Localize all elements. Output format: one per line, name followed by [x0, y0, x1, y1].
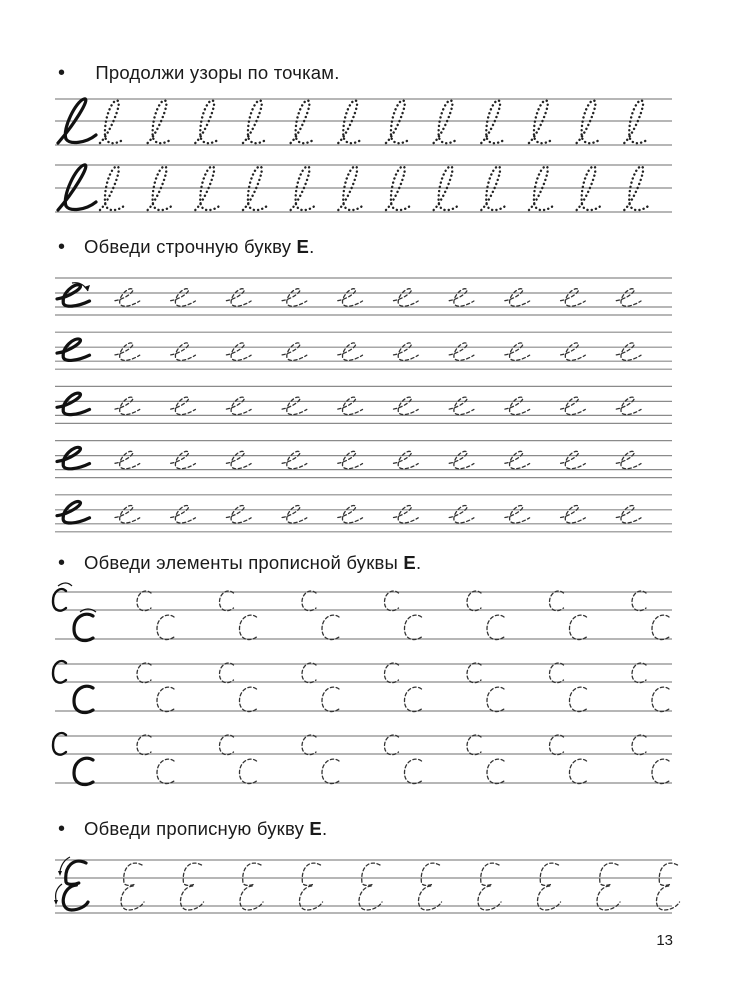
bullet: •: [58, 552, 66, 574]
lowercase-e-trace[interactable]: [449, 451, 474, 468]
lowercase-e-trace[interactable]: [282, 451, 307, 468]
element-small-c-trace[interactable]: [220, 735, 234, 755]
lowercase-e-trace[interactable]: [449, 397, 474, 414]
lowercase-e-trace[interactable]: [616, 397, 641, 414]
lowercase-e-trace[interactable]: [561, 506, 586, 523]
lowercase-e-trace[interactable]: [616, 506, 641, 523]
uppercase-e-trace[interactable]: [180, 863, 203, 910]
pattern-dotted-loop[interactable]: [338, 100, 362, 143]
element-small-c-trace[interactable]: [385, 735, 399, 755]
instruction-suffix: .: [415, 552, 422, 573]
uppercase-e-trace[interactable]: [299, 863, 322, 910]
element-small-c-trace[interactable]: [302, 663, 316, 683]
element-large-c-trace[interactable]: [240, 615, 257, 639]
instruction-text: Обведи строчную букву: [84, 236, 297, 257]
lowercase-e-trace[interactable]: [338, 451, 363, 468]
lowercase-e-trace[interactable]: [561, 343, 586, 360]
lowercase-e-trace[interactable]: [171, 343, 196, 360]
lowercase-e-trace[interactable]: [505, 506, 530, 523]
element-small-c-trace[interactable]: [467, 663, 481, 683]
lowercase-e-trace[interactable]: [171, 451, 196, 468]
element-small-c-trace[interactable]: [302, 735, 316, 755]
lowercase-e-sample: [57, 393, 90, 414]
element-small-c-trace[interactable]: [137, 735, 151, 755]
arrowhead-icon: [58, 871, 62, 876]
element-large-c-trace[interactable]: [240, 759, 257, 783]
instruction-letter: Е: [296, 236, 310, 257]
lowercase-e-trace[interactable]: [394, 451, 419, 468]
element-large-c-trace[interactable]: [240, 687, 257, 711]
lowercase-e-trace[interactable]: [115, 506, 140, 523]
element-large-c-trace[interactable]: [570, 687, 587, 711]
element-large-c-trace[interactable]: [157, 615, 174, 639]
lowercase-e-trace[interactable]: [449, 506, 474, 523]
element-small-c-trace[interactable]: [137, 663, 151, 683]
stroke-arrow-icon: [58, 583, 72, 586]
lowercase-e-trace[interactable]: [561, 289, 586, 306]
lowercase-e-trace[interactable]: [616, 451, 641, 468]
instruction-text: Обведи прописную букву: [84, 818, 310, 839]
lowercase-e-trace[interactable]: [394, 397, 419, 414]
lowercase-e-trace[interactable]: [616, 289, 641, 306]
element-large-c-trace[interactable]: [487, 615, 504, 639]
ruling-lines: [55, 99, 672, 913]
lowercase-e-trace[interactable]: [394, 289, 419, 306]
page-number: 13: [656, 932, 673, 949]
element-large-c-trace[interactable]: [652, 759, 669, 783]
element-small-c-trace[interactable]: [385, 663, 399, 683]
element-small-c-trace[interactable]: [550, 663, 564, 683]
element-small-c-trace[interactable]: [137, 591, 151, 611]
lowercase-e-trace[interactable]: [226, 506, 251, 523]
lowercase-e-trace[interactable]: [505, 343, 530, 360]
uppercase-e-trace[interactable]: [597, 863, 620, 910]
lowercase-exercise: [57, 283, 641, 523]
instruction-letter: Е: [403, 552, 416, 573]
bullet: •: [58, 818, 66, 840]
element-small-c-trace[interactable]: [302, 591, 316, 611]
lowercase-e-trace[interactable]: [115, 289, 140, 306]
stroke-arrow-icon: [56, 884, 62, 900]
element-large-c-trace[interactable]: [570, 615, 587, 639]
element-large-c-trace[interactable]: [652, 615, 669, 639]
element-large-c-sample: [74, 614, 93, 640]
element-large-c-sample: [74, 686, 93, 712]
bullet: •: [58, 236, 66, 258]
element-small-c-trace[interactable]: [550, 735, 564, 755]
pattern-dotted-loop[interactable]: [481, 100, 505, 143]
instruction-letter: Е: [309, 818, 322, 839]
lowercase-e-sample: [57, 339, 90, 360]
lowercase-e-trace[interactable]: [505, 451, 530, 468]
element-large-c-trace[interactable]: [570, 759, 587, 783]
lowercase-e-trace[interactable]: [449, 343, 474, 360]
pattern-dotted-loop[interactable]: [529, 100, 553, 143]
element-small-c-trace[interactable]: [632, 591, 646, 611]
lowercase-e-trace[interactable]: [616, 343, 641, 360]
lowercase-e-sample: [57, 285, 90, 306]
instruction-text: Обведи элементы прописной буквы: [84, 552, 404, 573]
lowercase-e-trace[interactable]: [282, 343, 307, 360]
element-large-c-trace[interactable]: [487, 687, 504, 711]
lowercase-e-trace[interactable]: [282, 506, 307, 523]
pattern-dotted-loop[interactable]: [195, 100, 219, 143]
lowercase-e-sample: [57, 502, 90, 523]
lowercase-e-sample: [57, 447, 90, 468]
element-large-c-trace[interactable]: [405, 615, 422, 639]
lowercase-e-trace[interactable]: [115, 343, 140, 360]
lowercase-e-trace[interactable]: [394, 506, 419, 523]
element-large-c-trace[interactable]: [487, 759, 504, 783]
uppercase-e-sample: [63, 861, 88, 910]
pattern-dotted-loop[interactable]: [434, 100, 458, 143]
lowercase-e-trace[interactable]: [394, 343, 419, 360]
instruction-suffix: .: [309, 236, 315, 257]
uppercase-e-trace[interactable]: [537, 863, 560, 910]
pattern-dotted-loop[interactable]: [386, 100, 410, 143]
lowercase-e-trace[interactable]: [226, 397, 251, 414]
element-large-c-trace[interactable]: [405, 759, 422, 783]
lowercase-e-trace[interactable]: [338, 506, 363, 523]
pattern-dotted-loop[interactable]: [291, 100, 315, 143]
lowercase-e-trace[interactable]: [338, 397, 363, 414]
element-small-c-trace[interactable]: [220, 663, 234, 683]
lowercase-e-trace[interactable]: [226, 343, 251, 360]
lowercase-e-trace[interactable]: [338, 343, 363, 360]
pattern-dotted-loop[interactable]: [624, 100, 648, 143]
element-small-c-trace[interactable]: [467, 735, 481, 755]
lowercase-e-trace[interactable]: [115, 397, 140, 414]
pattern-dotted-loop[interactable]: [148, 100, 172, 143]
pattern-dotted-loop[interactable]: [100, 100, 124, 143]
uppercase-e-trace[interactable]: [121, 863, 144, 910]
instruction-text: Продолжи узоры по точкам.: [95, 62, 340, 83]
lowercase-e-trace[interactable]: [561, 397, 586, 414]
element-small-c-trace[interactable]: [550, 591, 564, 611]
lowercase-e-trace[interactable]: [505, 397, 530, 414]
element-large-c-sample: [74, 758, 93, 784]
lowercase-e-trace[interactable]: [226, 451, 251, 468]
uppercase-e-trace[interactable]: [478, 863, 501, 910]
uppercase-exercise: [54, 857, 680, 910]
instruction-suffix: .: [321, 818, 328, 839]
pattern-exercise: [58, 99, 648, 210]
lowercase-e-trace[interactable]: [171, 289, 196, 306]
element-small-c-trace[interactable]: [385, 591, 399, 611]
uppercase-e-trace[interactable]: [240, 863, 263, 910]
lowercase-e-trace[interactable]: [338, 289, 363, 306]
pattern-dotted-loop[interactable]: [243, 100, 267, 143]
lowercase-e-trace[interactable]: [226, 289, 251, 306]
lowercase-e-trace[interactable]: [449, 289, 474, 306]
element-large-c-trace[interactable]: [322, 687, 339, 711]
lowercase-e-trace[interactable]: [282, 397, 307, 414]
element-large-c-trace[interactable]: [157, 687, 174, 711]
uppercase-e-trace[interactable]: [359, 863, 382, 910]
element-small-c-trace[interactable]: [467, 591, 481, 611]
bullet: •: [58, 62, 66, 84]
element-large-c-trace[interactable]: [322, 759, 339, 783]
arrowhead-icon: [54, 900, 58, 905]
element-large-c-trace[interactable]: [405, 687, 422, 711]
lowercase-e-trace[interactable]: [561, 451, 586, 468]
lowercase-e-trace[interactable]: [505, 289, 530, 306]
element-large-c-trace[interactable]: [322, 615, 339, 639]
pattern-dotted-loop[interactable]: [577, 100, 601, 143]
element-small-c-trace[interactable]: [632, 735, 646, 755]
lowercase-e-trace[interactable]: [171, 397, 196, 414]
element-large-c-trace[interactable]: [157, 759, 174, 783]
element-large-c-trace[interactable]: [652, 687, 669, 711]
lowercase-e-trace[interactable]: [171, 506, 196, 523]
element-small-c-trace[interactable]: [632, 663, 646, 683]
uppercase-e-trace[interactable]: [418, 863, 441, 910]
element-small-c-trace[interactable]: [220, 591, 234, 611]
lowercase-e-trace[interactable]: [115, 451, 140, 468]
lowercase-e-trace[interactable]: [282, 289, 307, 306]
uppercase-e-trace[interactable]: [656, 863, 679, 910]
